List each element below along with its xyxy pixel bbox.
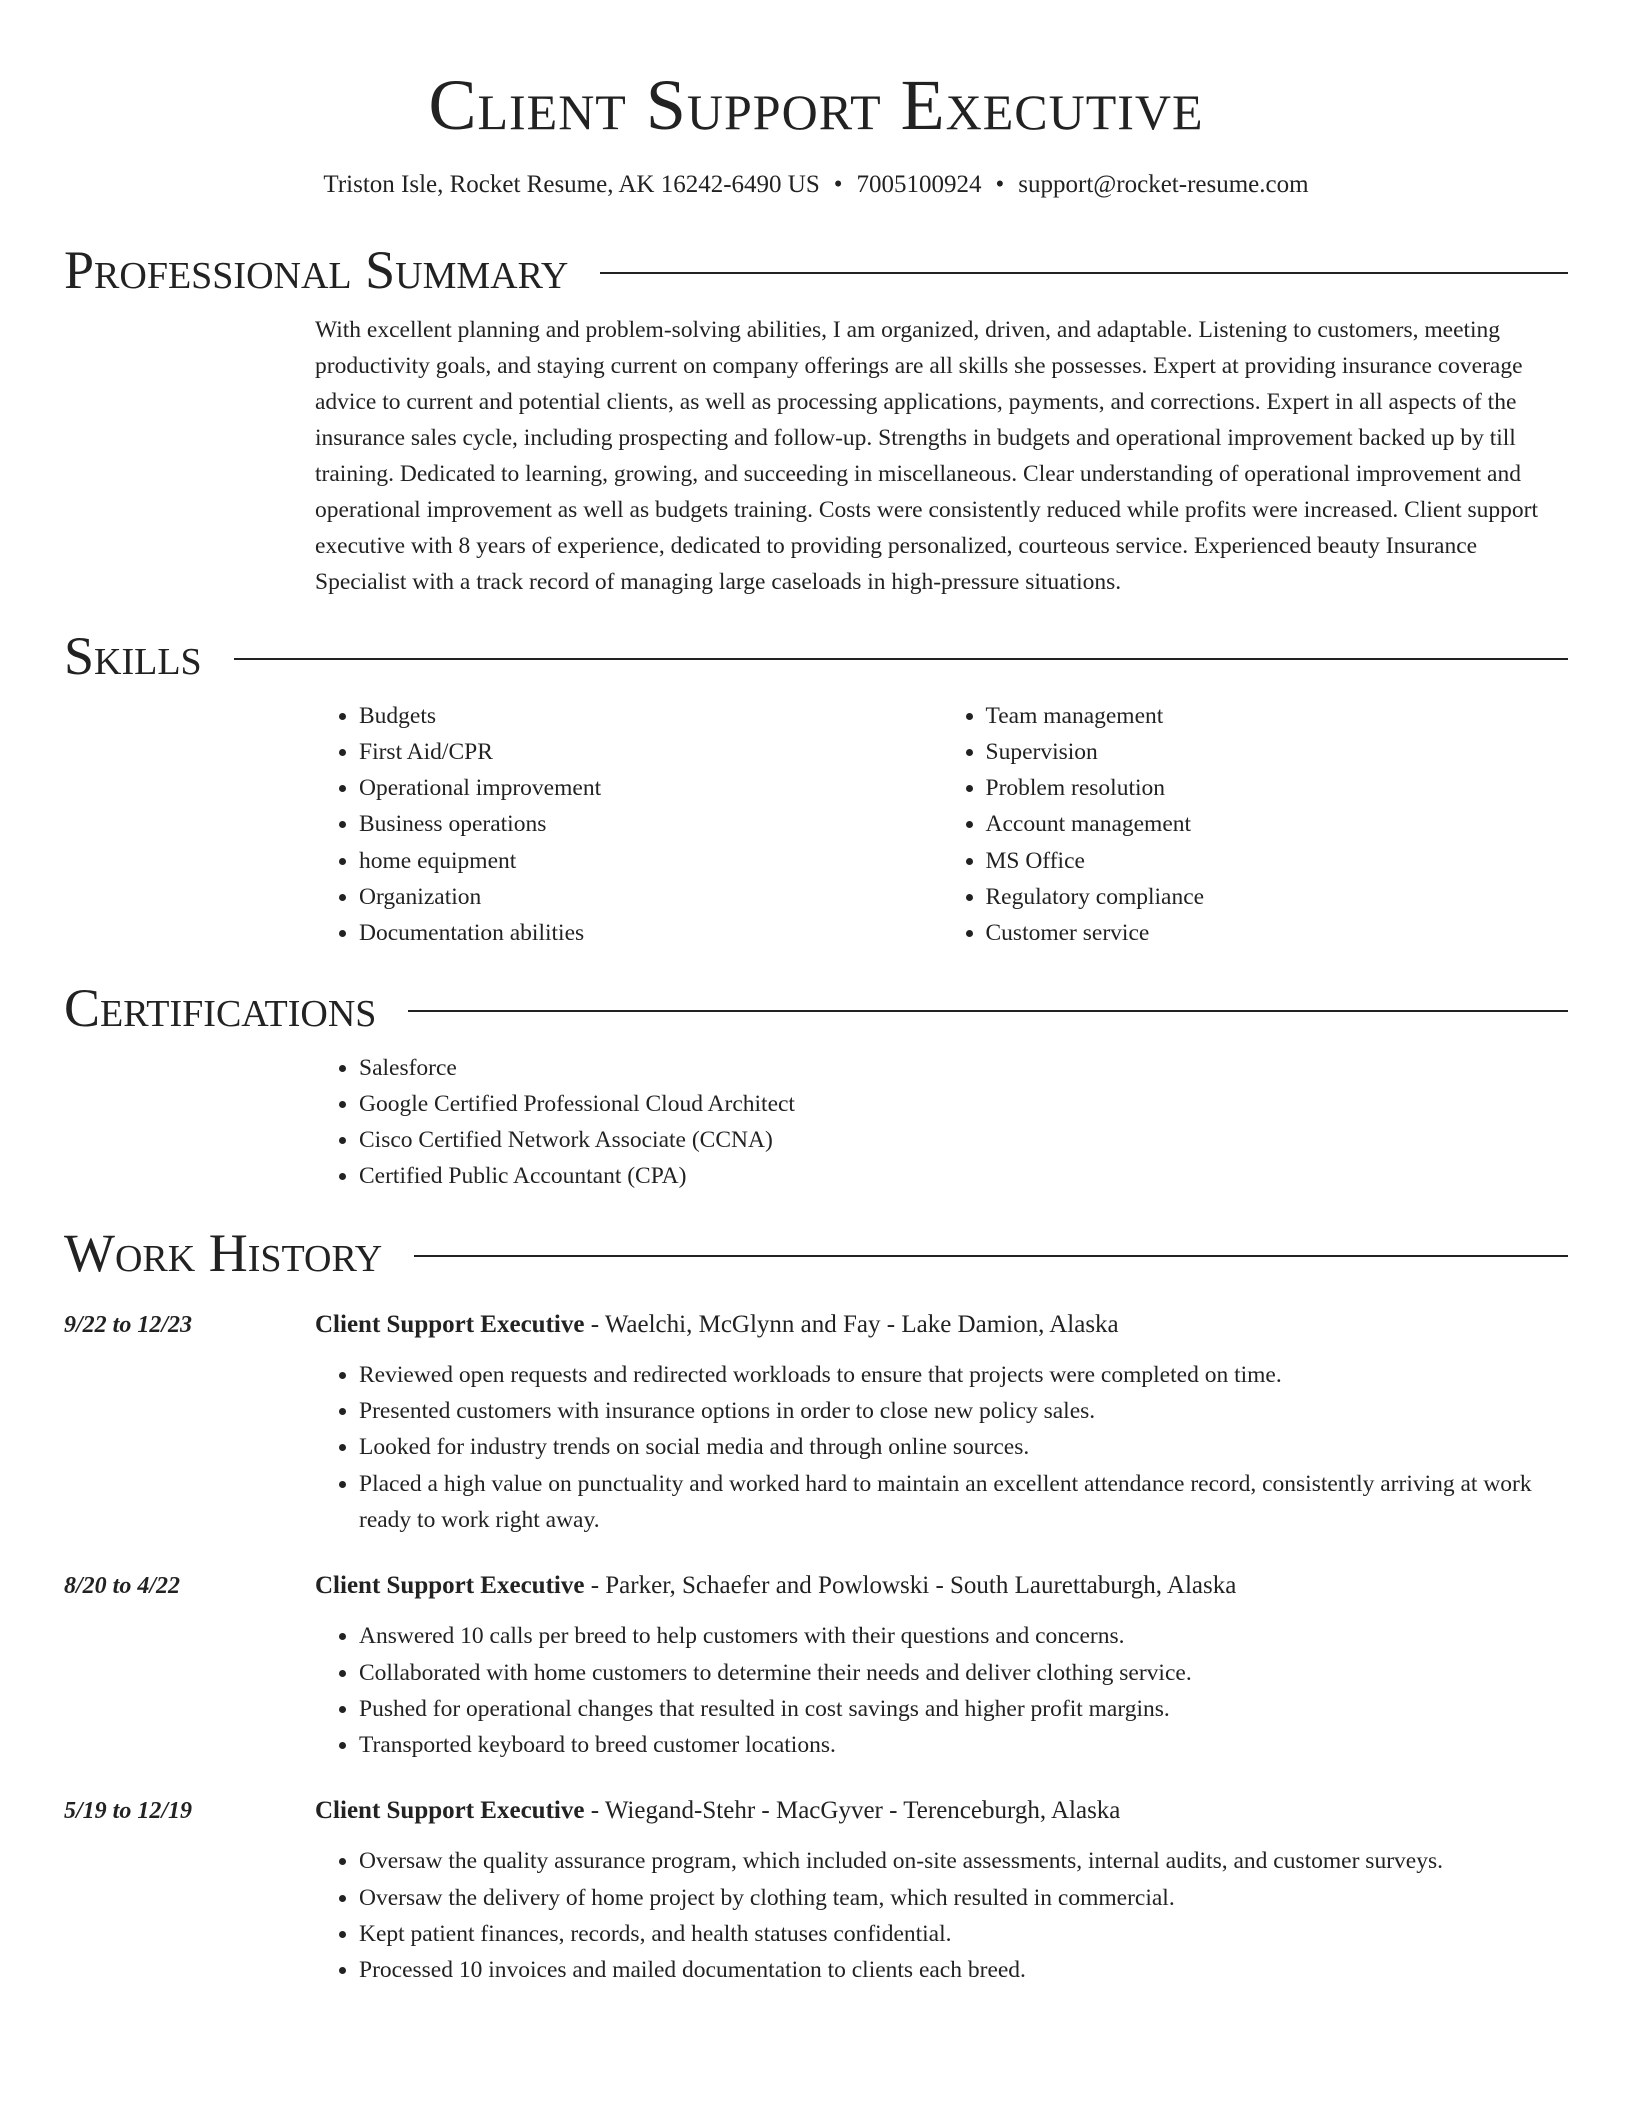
- job-dates: 5/19 to 12/19: [64, 1798, 193, 1825]
- job-entry: [64, 1793, 1568, 1988]
- job-bullet: • Presented customers with insurance options in order to close new policy sales.: [359, 1393, 1568, 1429]
- job-dates: 9/22 to 12/23: [64, 1311, 193, 1338]
- job-title: Client Support Executive: [315, 1310, 585, 1338]
- job-title: Client Support Executive: [315, 1572, 585, 1600]
- job-bullet: • Oversaw the quality assurance program, which included on-site assessments, internal audits, and customer surveys.: [359, 1843, 1568, 1879]
- job-bullet: • Pushed for operational changes that resulted in cost savings and higher profit margins.: [359, 1691, 1568, 1727]
- job-employer: - Parker, Schaefer and Powlowski - South Laurettaburgh, Alaska: [584, 1572, 1237, 1600]
- summary-heading: Professional Summary: [64, 240, 569, 300]
- skill-item: • First Aid/CPR: [359, 734, 942, 770]
- skill-item: • MS Office: [986, 843, 1569, 879]
- job-bullet: • Processed 10 invoices and mailed documentation to clients each breed.: [359, 1952, 1568, 1988]
- section-divider: [234, 658, 1568, 660]
- skill-item: • Budgets: [359, 698, 942, 734]
- job-employer: - Waelchi, McGlynn and Fay - Lake Damion, Alaska: [584, 1310, 1119, 1338]
- skill-item: • Documentation abilities: [359, 915, 942, 951]
- job-bullets: [315, 1618, 1568, 1763]
- job-bullet: • Answered 10 calls per breed to help customers with their questions and concerns.: [359, 1618, 1568, 1654]
- summary-text: With excellent planning and problem-solving abilities, I am organized, driven, and adaptable. Listening to customers, meeting productivity goals, and staying current on company offerings are all skills she possesses. Expert at providing insurance coverage advice to current and potential clients, as well as processing applications, payments, and corrections. Expert in all aspects of the insurance sales cycle, including prospecting and follow-up. Strengths in budgets and operational improvement backed up by till training. Dedicated to learning, growing, and succeeding in miscellaneous. Clear understanding of operational improvement and operational improvement as well as budgets training. Costs were consistently reduced while profits were increased. Client support executive with 8 years of experience, dedicated to providing personalized, courteous service. Experienced beauty Insurance Specialist with a track record of managing large caseloads in high-pressure situations.: [315, 317, 1538, 595]
- skills-list: [315, 698, 1568, 952]
- skill-item: • Business operations: [359, 806, 942, 842]
- job-bullet: • Kept patient finances, records, and health statuses confidential.: [359, 1916, 1568, 1952]
- work-heading: Work History: [64, 1222, 383, 1283]
- job-bullet: • Placed a high value on punctuality and worked hard to maintain an excellent attendance record, consistently arriving at work ready to work right away.: [359, 1466, 1568, 1539]
- work-history-list: [64, 1307, 1568, 1989]
- certification-item: • Cisco Certified Network Associate (CCNA): [359, 1122, 1568, 1158]
- skills-column-right: [942, 698, 1569, 952]
- skill-item: • Team management: [986, 698, 1569, 734]
- resume-page: [64, 0, 1568, 1989]
- skill-item: • Supervision: [986, 734, 1569, 770]
- job-title-line: [315, 1568, 1568, 1604]
- certifications-heading: Certifications: [64, 977, 377, 1038]
- job-bullet: • Transported keyboard to breed customer locations.: [359, 1727, 1568, 1763]
- section-divider: [414, 1255, 1568, 1257]
- section-divider: [600, 272, 1568, 274]
- candidate-name: Client Support Executive: [428, 65, 1204, 145]
- summary-section-header: [64, 238, 1568, 302]
- contact-separator: •: [833, 171, 843, 198]
- job-body: [315, 1307, 1568, 1538]
- skills-heading: Skills: [64, 625, 202, 686]
- job-body: [315, 1568, 1568, 1763]
- skill-item: • Problem resolution: [986, 770, 1569, 806]
- job-body: [315, 1793, 1568, 1988]
- job-entry: [64, 1307, 1568, 1538]
- skill-item: • Regulatory compliance: [986, 879, 1569, 915]
- contact-email: support@rocket-resume.com: [1018, 171, 1309, 198]
- certification-item: • Certified Public Accountant (CPA): [359, 1158, 1568, 1194]
- contact-separator: •: [995, 171, 1005, 198]
- certifications-bullets: [315, 1050, 1568, 1195]
- job-title-line: [315, 1793, 1568, 1829]
- skill-item: • Account management: [986, 806, 1569, 842]
- certification-item: • Salesforce: [359, 1050, 1568, 1086]
- certifications-section-header: [64, 976, 1568, 1040]
- skill-item: • Organization: [359, 879, 942, 915]
- job-bullet: • Oversaw the delivery of home project by clothing team, which resulted in commercial.: [359, 1880, 1568, 1916]
- job-bullet: • Collaborated with home customers to determine their needs and deliver clothing service.: [359, 1655, 1568, 1691]
- job-dates: 8/20 to 4/22: [64, 1573, 181, 1600]
- job-bullets: [315, 1357, 1568, 1538]
- job-title: Client Support Executive: [315, 1797, 585, 1825]
- job-entry: [64, 1568, 1568, 1763]
- skill-item: • Operational improvement: [359, 770, 942, 806]
- skill-item: • home equipment: [359, 843, 942, 879]
- certifications-list: [315, 1050, 1568, 1195]
- job-bullets: [315, 1843, 1568, 1988]
- skills-column-left: [315, 698, 942, 952]
- skill-item: • Customer service: [986, 915, 1569, 951]
- job-bullet: • Looked for industry trends on social media and through online sources.: [359, 1429, 1568, 1465]
- certification-item: • Google Certified Professional Cloud Architect: [359, 1086, 1568, 1122]
- job-bullet: • Reviewed open requests and redirected workloads to ensure that projects were completed on time.: [359, 1357, 1568, 1393]
- contact-phone: 7005100924: [856, 171, 982, 198]
- skills-section-header: [64, 624, 1568, 688]
- job-title-line: [315, 1307, 1568, 1343]
- section-divider: [408, 1010, 1568, 1012]
- work-section-header: [64, 1221, 1568, 1285]
- contact-line: [64, 168, 1568, 202]
- contact-address: Triston Isle, Rocket Resume, AK 16242-6490 US: [323, 171, 820, 198]
- job-employer: - Wiegand-Stehr - MacGyver - Terenceburgh, Alaska: [584, 1797, 1121, 1825]
